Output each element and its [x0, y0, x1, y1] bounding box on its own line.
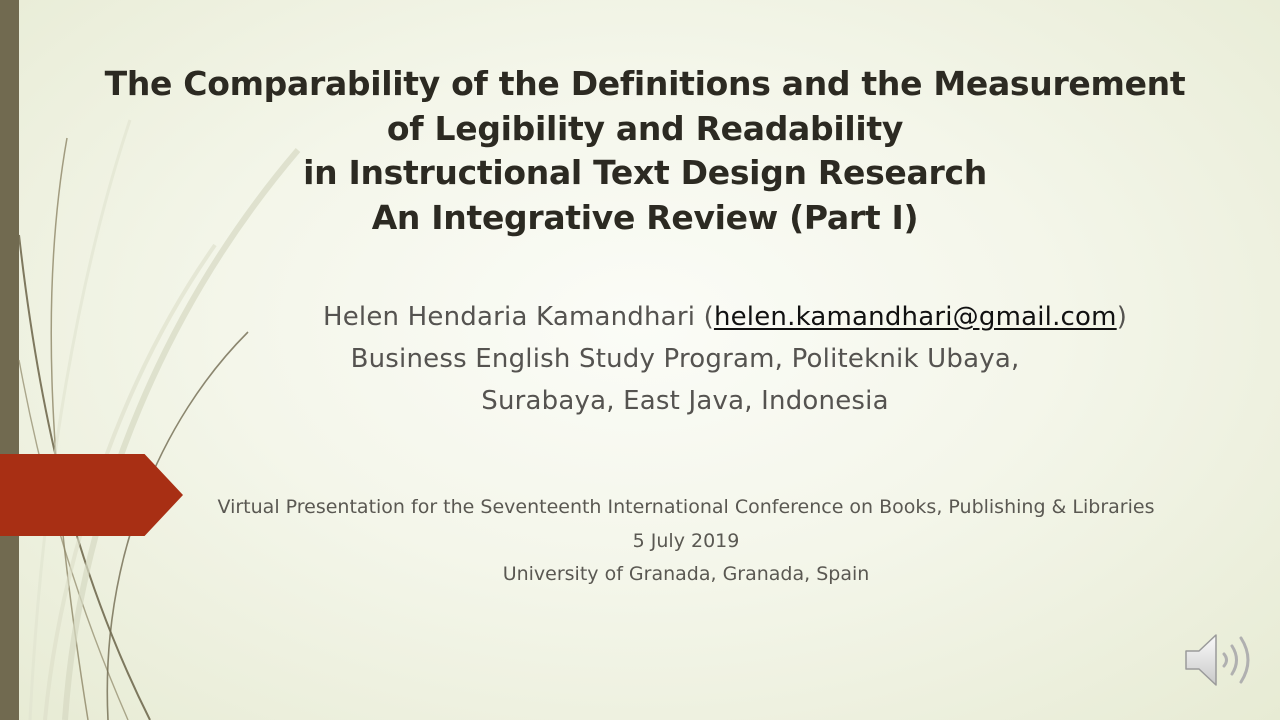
author-line: [190, 296, 1180, 338]
author-name-suffix: ): [1116, 302, 1128, 332]
title-line-3: in Instructional Text Design Research: [303, 153, 987, 192]
author-name: Helen Hendaria Kamandhari (: [322, 302, 714, 332]
title-line-4: An Integrative Review (Part I): [371, 197, 919, 237]
affiliation-line-1: Business English Study Program, Politeknik Ubaya,: [350, 344, 1020, 374]
event-location: University of Granada, Granada, Spain: [502, 563, 870, 585]
title-line-1: The Comparability of the Definitions and the Measurement: [104, 64, 1186, 103]
author-email-link[interactable]: helen.kamandhari@gmail.com: [713, 302, 1117, 332]
author-block: [190, 296, 1180, 422]
affiliation-line-2: Surabaya, East Java, Indonesia: [481, 386, 889, 416]
title-line-2: of Legibility and Readability: [386, 108, 904, 148]
left-accent-bar: [0, 0, 19, 720]
event-block: [170, 491, 1202, 592]
accent-arrow-shape: [0, 454, 183, 536]
slide-title: [60, 62, 1230, 240]
speaker-icon[interactable]: [1183, 630, 1259, 690]
event-date: 5 July 2019: [632, 529, 740, 552]
event-title: Virtual Presentation for the Seventeenth International Conference on Books, Publishing & Libraries: [217, 496, 1155, 518]
